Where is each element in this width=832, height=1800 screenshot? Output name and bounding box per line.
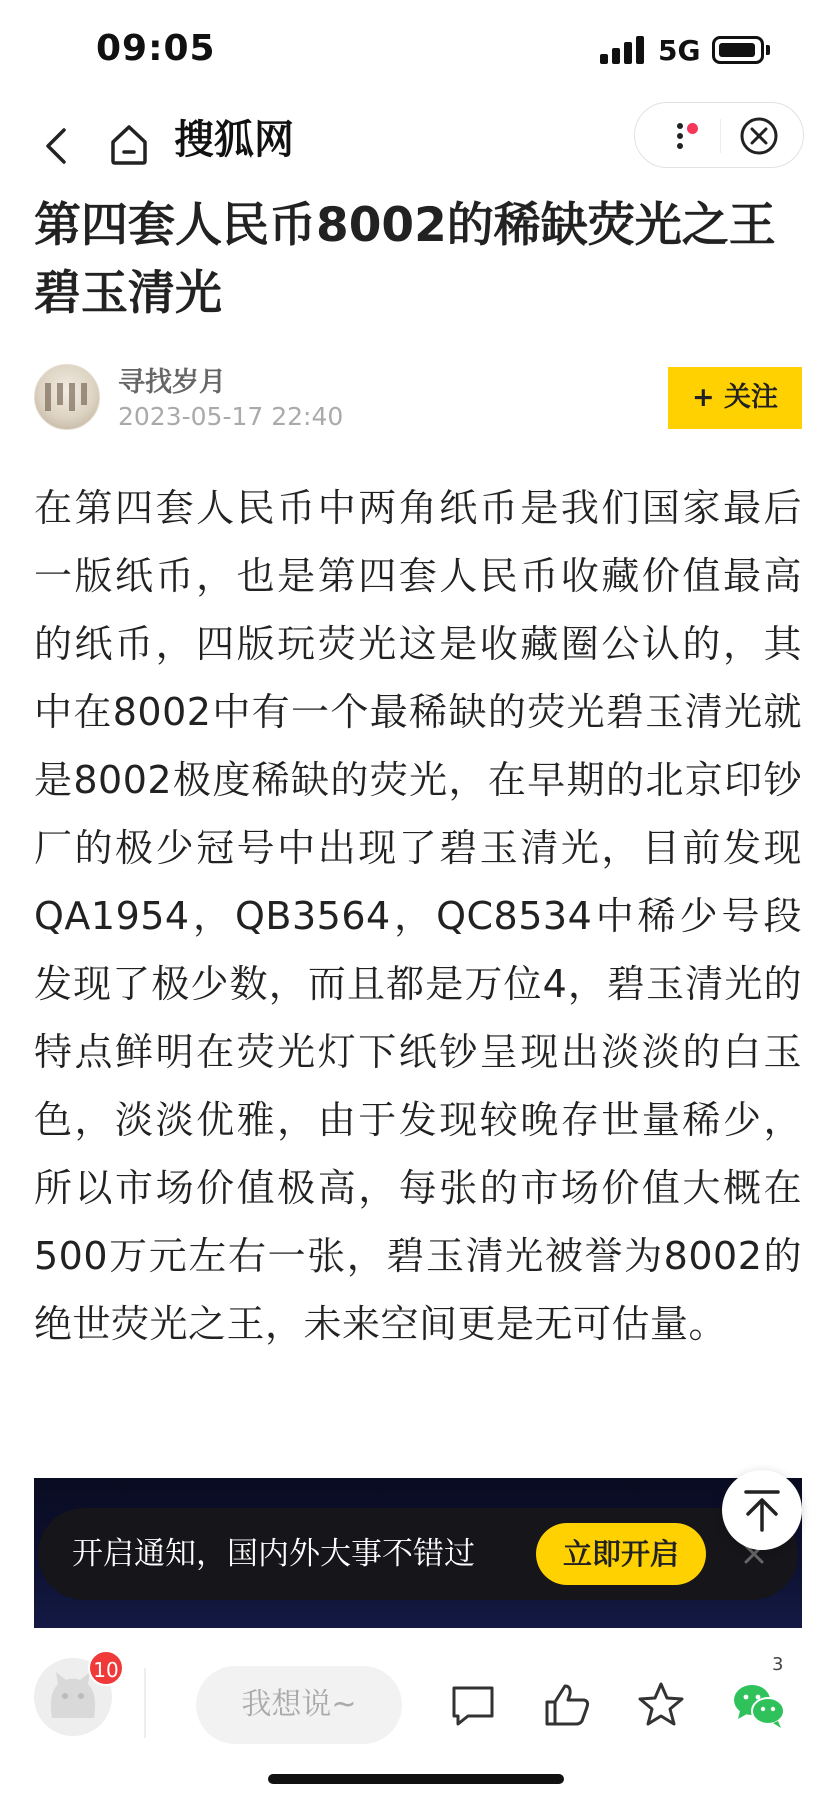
enable-notification-button[interactable]: 立即开启 (536, 1523, 706, 1585)
comment-icon[interactable] (446, 1678, 500, 1732)
favorite-icon[interactable] (634, 1678, 688, 1732)
publish-time: 2023-05-17 22:40 (118, 402, 344, 431)
capsule-divider (720, 119, 721, 153)
site-name: 搜狐网 (174, 117, 294, 163)
author-avatar[interactable] (34, 364, 100, 430)
comment-input[interactable]: 我想说~ (196, 1666, 402, 1744)
follow-button[interactable]: + 关注 (668, 367, 802, 429)
status-time: 09:05 (96, 28, 216, 69)
nav-bar (0, 100, 832, 190)
back-icon[interactable] (36, 116, 76, 176)
share-count: 3 (772, 1654, 784, 1675)
network-label: 5G (658, 34, 701, 67)
wechat-icon[interactable] (730, 1678, 788, 1732)
back-to-top-button[interactable] (722, 1470, 802, 1550)
media-block (34, 1478, 802, 1628)
notification-banner (38, 1508, 798, 1600)
author-name[interactable]: 寻找岁月 (118, 367, 226, 398)
home-icon[interactable] (106, 114, 152, 174)
article-title: 第四套人民币8002的稀缺荧光之王碧玉清光 (34, 198, 776, 321)
notification-dot (687, 123, 698, 134)
notification-text: 开启通知，国内外大事不错过 (72, 1536, 475, 1572)
mini-program-capsule (634, 102, 804, 168)
article-body: 在第四套人民币中两角纸币是我们国家最后一版纸币，也是第四套人民币收藏价值最高的纸币，四版玩荧光这是收藏圈公认的，其中在8002中有一个最稀缺的荧光碧玉清光就是8002极度稀缺的荧光，在早期的北京印钞厂的极少冠号中出现了碧玉清光，目前发现QA1954，QB3564，QC8534中稀少号段发现了极少数，而且都是万位4，碧玉清光的特点鲜明在荧光灯下纸钞呈现出淡淡的白玉色，淡淡优雅，由于发现较晚存世量稀少，所以市场价值极高，每张的市场价值大概在500万元左右一张，碧玉清光被誉为8002的绝世荧光之王，未来空间更是无可估量。 (34, 486, 802, 1346)
back-to-top-icon (722, 1470, 802, 1550)
message-badge: 10 (88, 1650, 124, 1686)
signal-icon (600, 34, 648, 64)
status-bar (0, 0, 832, 100)
bar-divider (144, 1668, 146, 1738)
battery-icon (712, 36, 770, 64)
more-icon[interactable] (665, 117, 695, 155)
home-indicator (268, 1774, 564, 1784)
close-icon[interactable] (739, 116, 779, 156)
like-icon[interactable] (540, 1678, 594, 1732)
